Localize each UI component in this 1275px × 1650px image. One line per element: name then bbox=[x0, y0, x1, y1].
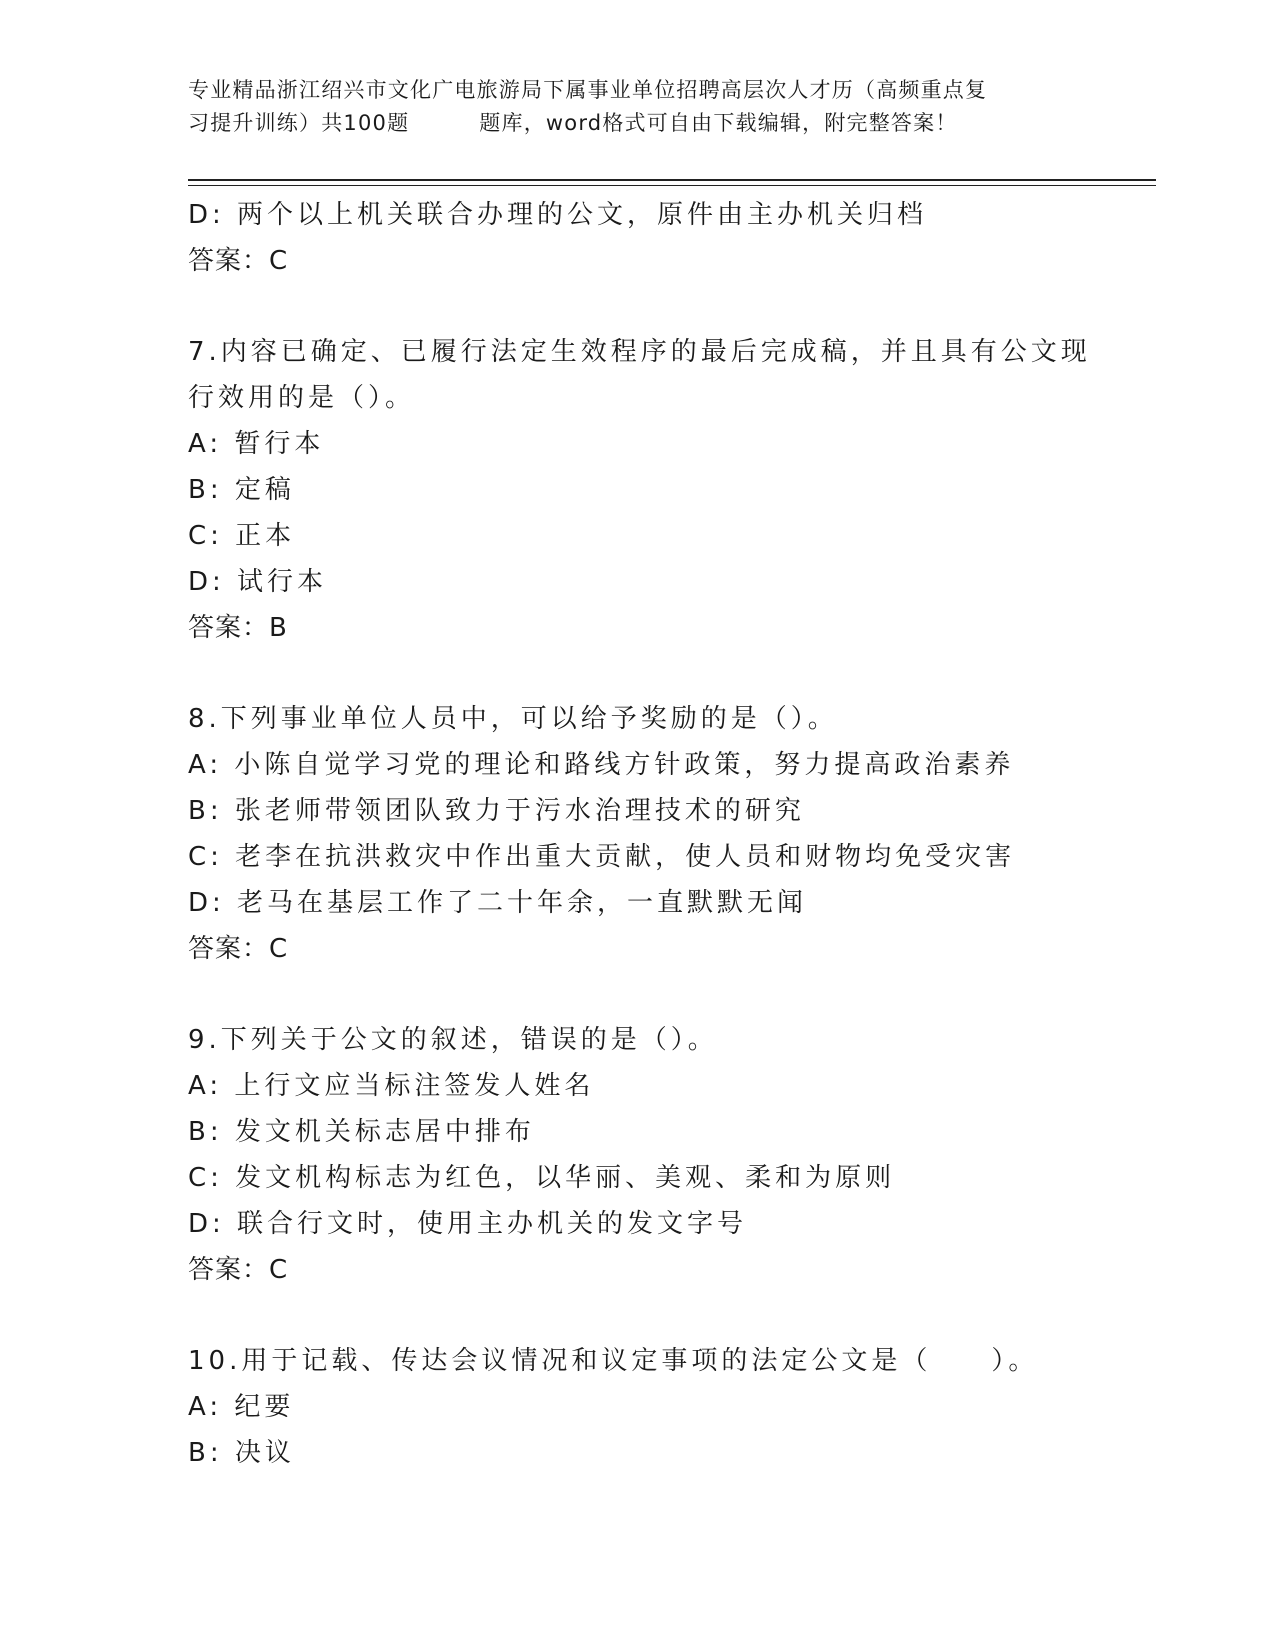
option-d: D: 老马在基层工作了二十年余，一直默默无闻 bbox=[188, 888, 808, 918]
question-7 bbox=[188, 329, 1108, 651]
answer: 答案：C bbox=[188, 246, 289, 276]
option-d: D: 联合行文时，使用主办机关的发文字号 bbox=[188, 1209, 748, 1239]
option-d: D: 两个以上机关联合办理的公文，原件由主办机关归档 bbox=[188, 200, 928, 230]
answer: 答案：C bbox=[188, 1255, 289, 1285]
question-8 bbox=[188, 696, 1108, 972]
option-a: A: 暂行本 bbox=[188, 429, 325, 459]
header-divider-thin bbox=[188, 185, 1156, 186]
header-title-line-1: 专业精品浙江绍兴市文化广电旅游局下属事业单位招聘高层次人才历（高频重点复 bbox=[188, 78, 988, 102]
question-6-tail bbox=[188, 192, 1108, 284]
question-title: 8.下列事业单位人员中，可以给予奖励的是（）。 bbox=[188, 704, 838, 734]
question-9 bbox=[188, 1017, 1108, 1293]
question-title: 9.下列关于公文的叙述，错误的是（）。 bbox=[188, 1025, 718, 1055]
header-title-part-2: 题库，word格式可自由下载编辑，附完整答案！ bbox=[479, 111, 958, 135]
option-c: C: 发文机构标志为红色，以华丽、美观、柔和为原则 bbox=[188, 1163, 896, 1193]
answer: 答案：C bbox=[188, 934, 289, 964]
option-b: B: 张老师带领团队致力于污水治理技术的研究 bbox=[188, 796, 805, 826]
option-b: B: 发文机关标志居中排布 bbox=[188, 1117, 535, 1147]
option-c: C: 老李在抗洪救灾中作出重大贡献，使人员和财物均免受灾害 bbox=[188, 842, 1016, 872]
header-divider-thick bbox=[188, 179, 1156, 181]
question-title-line-2: 行效用的是（）。 bbox=[188, 383, 416, 413]
question-10 bbox=[188, 1338, 1108, 1476]
document-header bbox=[188, 74, 1088, 140]
option-b: B: 定稿 bbox=[188, 475, 295, 505]
option-c: C: 正本 bbox=[188, 521, 296, 551]
question-list bbox=[188, 192, 1108, 1476]
question-title: 10.用于记载、传达会议情况和议定事项的法定公文是（ ）。 bbox=[188, 1346, 1039, 1376]
header-title-part-1: 习提升训练）共100题 bbox=[188, 111, 410, 135]
question-title-line-1: 7.内容已确定、已履行法定生效程序的最后完成稿，并且具有公文现 bbox=[188, 337, 1091, 367]
option-a: A: 上行文应当标注签发人姓名 bbox=[188, 1071, 595, 1101]
answer: 答案：B bbox=[188, 613, 288, 643]
option-d: D: 试行本 bbox=[188, 567, 328, 597]
option-a: A: 纪要 bbox=[188, 1392, 295, 1422]
header-title-line-2 bbox=[188, 107, 1088, 140]
option-a: A: 小陈自觉学习党的理论和路线方针政策，努力提高政治素养 bbox=[188, 750, 1015, 780]
option-b: B: 决议 bbox=[188, 1438, 295, 1468]
